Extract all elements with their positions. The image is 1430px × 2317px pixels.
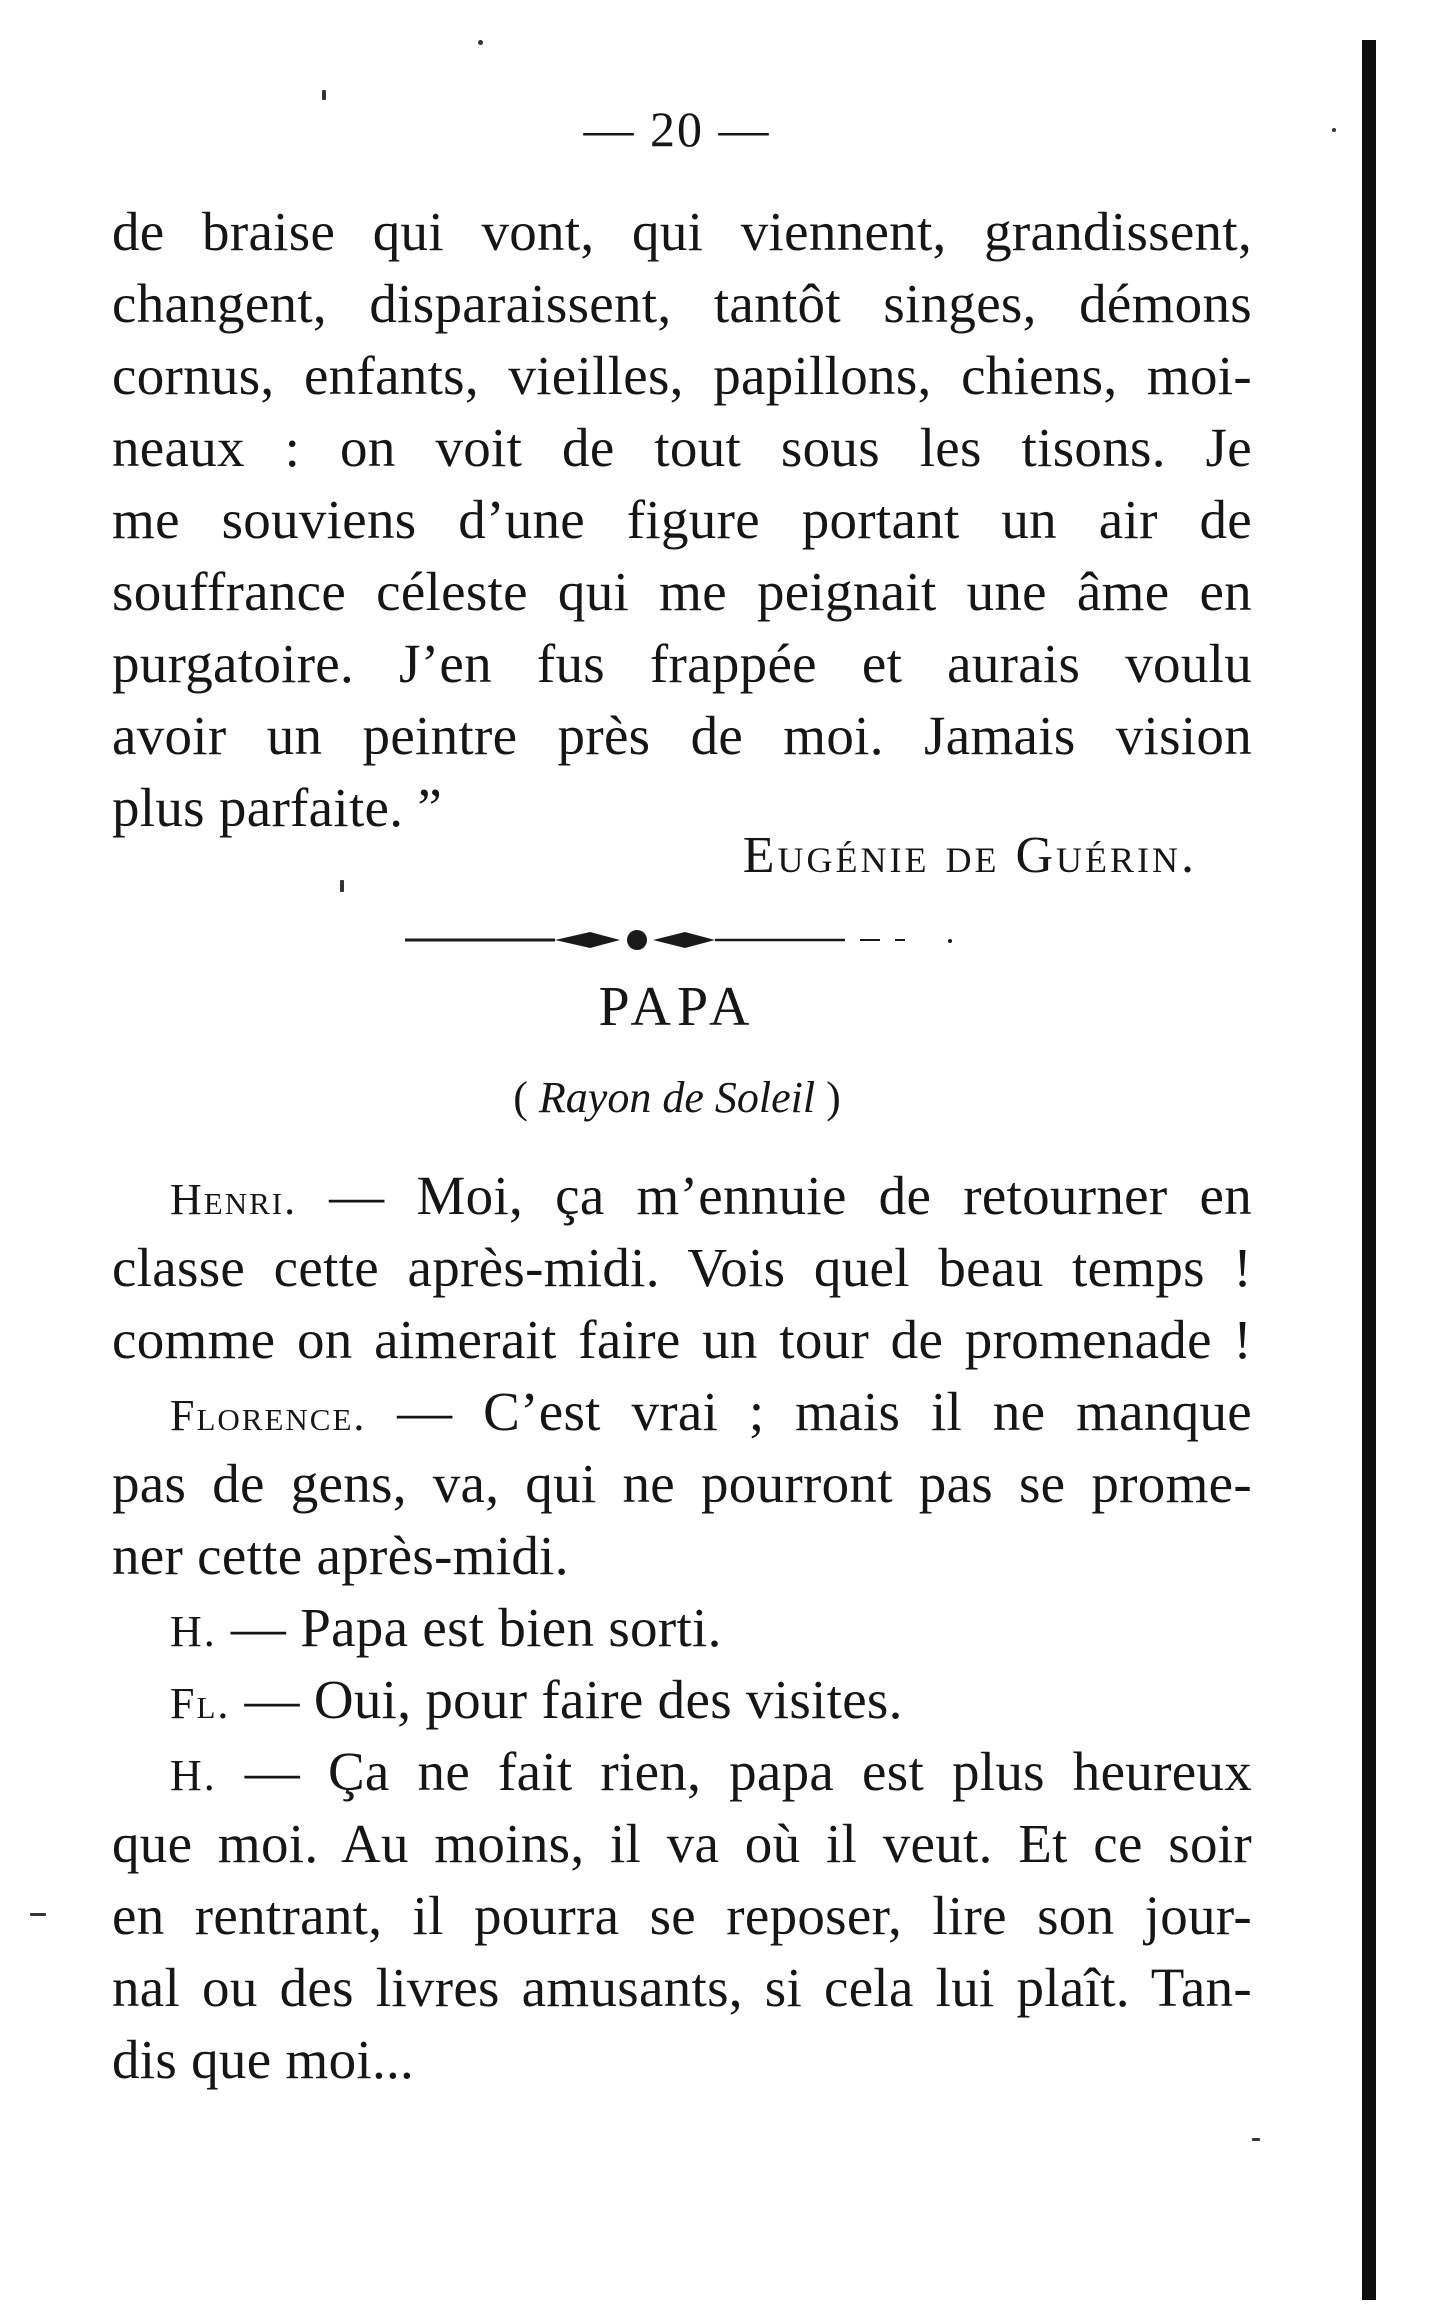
dialogue-line <box>170 1376 1252 1448</box>
text-line: plus parfaite. ” <box>112 777 443 838</box>
subtitle-open-paren: ( <box>513 1073 539 1122</box>
text-line: de braise qui vont, qui viennent, grandissent, <box>112 201 1252 262</box>
dialogue-line <box>170 1736 1252 1808</box>
dialogue-line: nal ou des livres amusants, si cela lui plaît. Tan- <box>112 1957 1252 2018</box>
page-number: — 20 — <box>583 101 771 157</box>
text-line: cornus, enfants, vieilles, papillons, chiens, moi- <box>112 345 1252 406</box>
dialogue-line: que moi. Au moins, il va où il veut. Et ce soir <box>112 1813 1252 1874</box>
print-speck <box>1252 2138 1260 2141</box>
page-edge-rule <box>1362 40 1376 2300</box>
dialogue-line <box>170 1592 1252 1664</box>
print-speck <box>1332 128 1336 132</box>
dialogue-text: — Moi, ça m’ennuie de retourner en <box>329 1165 1252 1226</box>
text-line: me souviens d’une figure portant un air de <box>112 489 1252 550</box>
dialogue-line: comme on aimerait faire un tour de promenade ! <box>112 1309 1252 1370</box>
dialogue-text: — Ça ne fait rien, papa est plus heureux <box>244 1741 1253 1802</box>
text-line: souffrance céleste qui me peignait une âme en <box>112 561 1252 622</box>
speaker-name: Henri. <box>170 1175 298 1224</box>
text-line: changent, disparaissent, tantôt singes, démons <box>112 273 1252 334</box>
text-line: avoir un peintre près de moi. Jamais vision <box>112 705 1252 766</box>
speaker-name: H. <box>170 1607 217 1656</box>
speaker-name: H. <box>170 1751 217 1800</box>
dialogue-line: dis que moi... <box>112 2029 415 2090</box>
text-line: neaux : on voit de tout sous les tisons. Je <box>112 417 1252 478</box>
dialogue-line: en rentrant, il pourra se reposer, lire son jour- <box>112 1885 1252 1946</box>
subtitle-text: Rayon de Soleil <box>538 1073 816 1122</box>
dialogue-text: — C’est vrai ; mais il ne manque <box>397 1381 1252 1442</box>
dialogue-line <box>170 1664 1252 1736</box>
print-speck <box>478 40 483 45</box>
dialogue-line: ner cette après-midi. <box>112 1525 569 1586</box>
print-speck <box>322 90 326 100</box>
speaker-name: Fl. <box>170 1679 231 1728</box>
print-speck <box>30 1913 46 1916</box>
dialogue-line <box>170 1160 1252 1232</box>
ornamental-divider <box>405 920 965 960</box>
speaker-name: Florence. <box>170 1391 367 1440</box>
dialogue-text: — Papa est bien sorti. <box>230 1597 722 1658</box>
section-title: PAPA <box>598 976 756 1038</box>
text-line: purgatoire. J’en fus frappée et aurais voulu <box>112 633 1252 694</box>
dialogue-text: — Oui, pour faire des visites. <box>244 1669 903 1730</box>
author-signature: Eugénie de Guérin. <box>742 827 1197 884</box>
subtitle-close-paren: ) <box>815 1073 841 1122</box>
dialogue-line: pas de gens, va, qui ne pourront pas se prome- <box>112 1453 1252 1514</box>
print-speck <box>340 880 344 892</box>
section-subtitle <box>0 1072 1354 1123</box>
dialogue-line: classe cette après-midi. Vois quel beau temps ! <box>112 1237 1252 1298</box>
